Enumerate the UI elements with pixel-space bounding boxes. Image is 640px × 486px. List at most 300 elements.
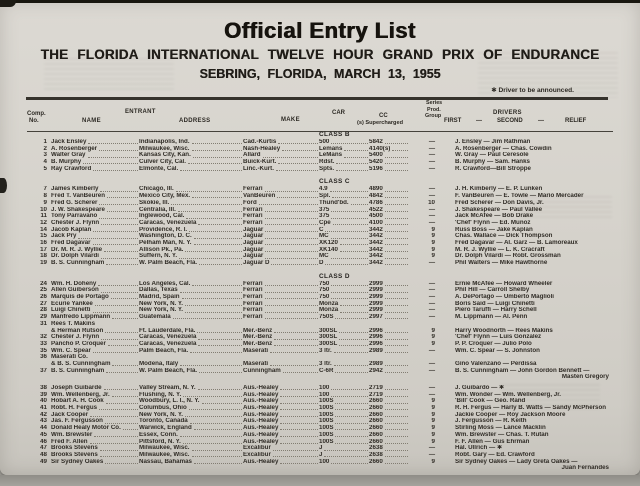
table-row (27, 398, 613, 405)
cell-group: 9 (431, 458, 435, 465)
cell-address: Chicago, Ill. (139, 186, 243, 193)
cell-address: Pittsford, N. Y. (139, 439, 243, 446)
cell-make: Jaguar (243, 247, 319, 254)
cell-car: C-6R (319, 368, 369, 375)
cell-group: 9 (431, 246, 435, 253)
table-row (27, 166, 613, 173)
cell-make: Aus.-Healey (243, 412, 319, 419)
cell-group: 9 (431, 253, 435, 260)
cell-car: 300SL (319, 328, 369, 335)
cell-drivers: Russ Boss — Jake Kaplan (455, 226, 533, 233)
cell-group: — (428, 213, 435, 220)
cell-address: Essex, Conn. (139, 432, 243, 439)
cell-address: Madrid, Spain (139, 294, 243, 301)
cell-group: 9 (431, 431, 435, 438)
cell-car: Monza (319, 307, 369, 314)
cell-make: Ferrari (243, 220, 319, 227)
cell-address: Culver City, Cal. (139, 159, 243, 166)
cell-group: — (428, 206, 435, 213)
cell-entrant: Fred F. Allen (51, 439, 139, 446)
table-row (27, 307, 613, 314)
cell-make: Cad.-Kurtis (243, 139, 319, 146)
cell-drivers: W. Gray — Paul Ceresole (455, 152, 529, 159)
cell-make: Excalibur (243, 445, 319, 452)
cell-make: Ferrari (243, 186, 319, 193)
cell-cc: 2999 (369, 294, 409, 301)
cell-comp-no: 3 (43, 152, 47, 159)
cell-drivers: Sir Sydney Oakes — Lady Greta Oakes — (455, 458, 578, 465)
cell-group: — (428, 445, 435, 452)
cell-address: Caracas, Venezuela (139, 334, 243, 341)
cell-car: XK120 (319, 240, 369, 247)
cell-cc: 2997 (369, 314, 409, 321)
cell-car: Cpe (319, 220, 369, 227)
col-comp-line2: No. (29, 118, 39, 124)
cell-cc: 4140(s) (369, 146, 409, 153)
col-comp-line1: Comp. (27, 111, 46, 117)
cell-entrant: Sir Sydney Oakes (51, 459, 139, 466)
cell-comp-no: 38 (40, 385, 47, 391)
cell-make: Nash-Healey (243, 146, 319, 153)
cell-address: New York, N. Y. (139, 412, 243, 419)
column-headers (27, 100, 613, 132)
cell-address: Modena, Italy (139, 361, 243, 368)
cell-address: Nassau, Bahamas (139, 459, 243, 466)
cell-cc: 3442 (369, 247, 409, 254)
cell-comp-no: 28 (40, 307, 47, 314)
cell-car: 100S (319, 425, 369, 432)
table-row (27, 321, 613, 328)
cell-cc: 5400 (369, 152, 409, 159)
cell-comp-no: 37 (40, 367, 47, 374)
col-dash: — (538, 118, 544, 124)
cell-car: 100S (319, 432, 369, 439)
cell-cc: 2660 (369, 418, 409, 425)
scan-edge-top (0, 0, 640, 3)
cell-address: Inglewood, Cal. (139, 213, 243, 220)
cell-car: Rdst. (319, 159, 369, 166)
col-drivers-relief: RELIEF (565, 118, 587, 124)
table-row (27, 233, 613, 240)
cell-group: — (428, 165, 435, 172)
table-row (27, 220, 613, 227)
cell-car: Spl. (319, 193, 369, 200)
cell-drivers: Gino Valenzano — Perdissa (455, 360, 537, 367)
cell-cc: 2989 (369, 361, 409, 368)
cell-cc: 2942 (369, 368, 409, 375)
cell-drivers: Fred Dagavar — Al. Garz — B. Lamoreaux (455, 239, 578, 246)
cell-entrant: Wm. Wellenberg, Jr. (51, 392, 139, 399)
table-row (27, 281, 613, 288)
cell-group: — (428, 186, 435, 193)
table-row (27, 200, 613, 207)
table-row (27, 159, 613, 166)
cell-car: 750 (319, 294, 369, 301)
cell-entrant: Robt. H. Fergus (51, 405, 139, 412)
cell-make: Aus.-Healey (243, 405, 319, 412)
cell-address: Dallas, Texas (139, 287, 243, 294)
cell-comp-no: 24 (40, 280, 47, 287)
cell-cc: 2660 (369, 439, 409, 446)
cell-car: 100S (319, 398, 369, 405)
cell-address: Providence, R. I. (139, 227, 243, 234)
cell-comp-no: 48 (40, 451, 47, 458)
cell-make: Excalibur (243, 452, 319, 459)
class-header: CLASS B (319, 131, 350, 138)
cell-cc: 2638 (369, 452, 409, 459)
cell-cc: 4842 (369, 193, 409, 200)
cell-group: 9 (431, 425, 435, 432)
cell-car: C (319, 227, 369, 234)
cell-car: 375 (319, 207, 369, 214)
cell-drivers: Dr. Dolph Vilardi — Robt. Grossman (455, 253, 561, 260)
table-row (27, 139, 613, 146)
cell-make: Aus.-Healey (243, 398, 319, 405)
cell-entrant: Jack Ensley (51, 139, 139, 146)
cell-entrant: Marquis de Portago (51, 294, 139, 301)
cell-cc: 3442 (369, 233, 409, 240)
cell-comp-no: 46 (40, 438, 47, 445)
cell-make: Maserati (243, 348, 319, 355)
cell-car: MC (319, 253, 369, 260)
cell-comp-no: 2 (43, 145, 47, 152)
cell-cc: 2996 (369, 334, 409, 341)
cell-group: — (428, 260, 435, 266)
cell-group: — (428, 307, 435, 314)
cell-entrant: Ecurie Yankee (51, 301, 139, 308)
cell-make: Ferrari (243, 301, 319, 308)
cell-entrant: Jack Pry (51, 233, 139, 240)
cell-drivers: F. VanBeuren — E. Towle — Mario Mercader (455, 193, 584, 200)
cell-car: 375 (319, 213, 369, 220)
table-row (27, 260, 613, 267)
cell-address: Los Angeles, Cal. (139, 281, 243, 288)
cell-comp-no: 31 (40, 320, 47, 327)
table-row (27, 314, 613, 321)
cell-entrant: James Kimberly (51, 186, 139, 193)
cell-address: W. Palm Beach, Fla. (139, 260, 243, 267)
cell-car: 100S (319, 418, 369, 425)
cell-comp-no: 45 (40, 431, 47, 438)
cell-entrant: Wm. Brewster (51, 432, 139, 439)
col-dash: — (476, 118, 482, 124)
cell-group: 9 (431, 334, 435, 341)
entry-table (27, 131, 613, 472)
cell-make: Jaguar (243, 253, 319, 260)
table-row (27, 465, 613, 472)
cell-make: Aus.-Healey (243, 459, 319, 466)
col-name: NAME (82, 118, 101, 124)
cell-address: Washington, D. C. (139, 233, 243, 240)
table-row (27, 348, 613, 355)
cell-make: Allard (243, 152, 319, 159)
cell-make: Aus.-Healey (243, 425, 319, 432)
cell-group: — (428, 219, 435, 226)
cell-group: — (428, 391, 435, 398)
cell-make: Ferrari (243, 307, 319, 314)
cell-car: 4.9 (319, 186, 369, 193)
cell-address: Indianapolis, Ind. (139, 139, 243, 146)
cell-cc: 2996 (369, 341, 409, 348)
table-row (27, 425, 613, 432)
cell-drivers: Juan Fernandes (561, 465, 609, 472)
cell-address: Woodbury, L. I., N. Y. (139, 398, 243, 405)
cell-address: Mexico City, Mex. (139, 193, 243, 200)
cell-address: Flushing, N. Y. (139, 392, 243, 399)
cell-drivers: B. S. Cunningham — John Gordon Bennett — (455, 367, 590, 374)
cell-entrant: J. W. Shakespeare (51, 207, 139, 214)
cell-group: — (428, 300, 435, 307)
cell-entrant: Jas. F. Fergusson (51, 418, 139, 425)
cell-drivers: Phil Hill — Carroll Shelby (455, 287, 530, 294)
cell-address: Milwaukee, Wisc. (139, 146, 243, 153)
cell-cc: 4890 (369, 186, 409, 193)
col-series-line2: Prod. (427, 106, 441, 113)
cell-group: — (428, 385, 435, 391)
cell-comp-no: 29 (40, 314, 47, 321)
cell-drivers: Wm. Wonder — Wm. Wellenberg, Jr. (455, 391, 562, 398)
cell-drivers: B. Murphy — Sam. Hanks (455, 159, 530, 166)
table-row (27, 368, 613, 375)
cell-car: 750 (319, 287, 369, 294)
cell-address: New York, N. Y. (139, 301, 243, 308)
cell-comp-no: 25 (40, 287, 47, 294)
cell-cc: 4522 (369, 207, 409, 214)
cell-group: 9 (431, 418, 435, 425)
cell-car: 300SL (319, 334, 369, 341)
cell-group: 9 (431, 233, 435, 240)
cell-comp-no: 47 (40, 445, 47, 452)
cell-drivers: Jackie Cooper — Roy Jackson Moore (455, 411, 566, 418)
cell-entrant: Brooks Stevens (51, 445, 139, 452)
cell-comp-no: 36 (40, 354, 47, 361)
cell-comp-no: 49 (40, 458, 47, 465)
cell-make: Linc.-Kurt. (243, 166, 319, 173)
cell-make: Maserati (243, 361, 319, 368)
table-row (27, 287, 613, 294)
cell-make: Mer.-Benz (243, 328, 319, 335)
cell-comp-no: 15 (40, 233, 47, 240)
cell-comp-no: 7 (43, 186, 47, 193)
cell-cc: 2660 (369, 459, 409, 466)
cell-address: Skokie, Ill. (139, 200, 243, 207)
cell-comp-no: 16 (40, 239, 47, 246)
cell-car: 750 (319, 281, 369, 288)
cell-drivers: Wm. C. Spear — S. Johnston (455, 347, 540, 354)
cell-comp-no: 42 (40, 411, 47, 418)
cell-drivers: A. Rosenberger — Chas. Cowdin (455, 145, 552, 152)
cell-group: — (428, 451, 435, 458)
event-name: THE FLORIDA INTERNATIONAL TWELVE HOUR GRAND PRIX OF ENDURANCE (40, 47, 600, 62)
cell-cc: 5196 (369, 166, 409, 173)
cell-drivers: M. R. J. Wyllie — L. K. Cracraft (455, 246, 545, 253)
cell-comp-no: 27 (40, 300, 47, 307)
table-row (27, 445, 613, 452)
table-row (27, 328, 613, 335)
cell-make: Ferrari (243, 294, 319, 301)
table-row (27, 392, 613, 399)
table-row (27, 207, 613, 214)
cell-entrant: B. S. Cunningham (51, 368, 139, 375)
cell-entrant: Ray Crawford (51, 166, 139, 173)
col-car: CAR (332, 110, 345, 116)
cell-make: Ferrari (243, 314, 319, 321)
cell-drivers: Phil Walters — Mike Hawthorne (455, 260, 548, 266)
cell-entrant: Jacob Kaplan (51, 227, 139, 234)
cell-group: 9 (431, 239, 435, 246)
cell-entrant: & B. S. Cunningham (51, 361, 139, 368)
cell-entrant: Walter Gray (51, 152, 139, 159)
cell-drivers: 'Chef' Flynn — Luis Gonzalez (455, 334, 542, 341)
cell-drivers: J. Guibardo — ✱ (455, 385, 505, 391)
driver-tba-footnote: ✱ Driver to be announced. (491, 87, 574, 94)
cell-drivers: P. P. Croquer — Julio Polo (455, 340, 532, 347)
cell-make: Ferrari (243, 281, 319, 288)
cell-car: 300SL (319, 341, 369, 348)
cell-address: Caracas, Venezuela (139, 220, 243, 227)
col-drivers: DRIVERS (493, 110, 522, 116)
cell-car: 100S (319, 439, 369, 446)
cell-car: 100S (319, 412, 369, 419)
table-row (27, 240, 613, 247)
cell-comp-no: 44 (40, 425, 47, 432)
cell-entrant: Hobart A. H. Cook (51, 398, 139, 405)
cell-make: Aus.-Healey (243, 439, 319, 446)
cell-car: 3 ltr. (319, 348, 369, 355)
cell-comp-no: 26 (40, 294, 47, 301)
table-row (27, 405, 613, 412)
table-row (27, 186, 613, 193)
cell-drivers: Robt. Gary — Ed. Crawford (455, 451, 535, 458)
cell-make: Aus.-Healey (243, 418, 319, 425)
table-row (27, 213, 613, 220)
table-row (27, 341, 613, 348)
cell-car: LeMans (319, 152, 369, 159)
cell-drivers: 'Chef' Flynn — Ed. Munoz (455, 219, 531, 226)
class-header: CLASS D (319, 272, 350, 280)
cell-make: VanBeuren (243, 193, 319, 200)
cell-entrant: Joseph Guibarde (51, 385, 139, 392)
cell-drivers: Jack McAfee — Bob Drake (455, 213, 534, 220)
col-drivers-first: FIRST (444, 118, 462, 124)
cell-car: Thund'bd. (319, 200, 369, 207)
col-address: ADDRESS (179, 118, 211, 124)
cell-car: 100S (319, 405, 369, 412)
cell-make: Aus.-Healey (243, 385, 319, 392)
cell-comp-no: 11 (40, 213, 47, 220)
cell-make: Buick-Kurt. (243, 159, 319, 166)
cell-drivers: F. F. Allen — Gus Ehrman (455, 438, 530, 445)
cell-group: — (428, 294, 435, 301)
cell-group: — (428, 145, 435, 152)
cell-comp-no: 17 (40, 246, 47, 253)
table-row (27, 301, 613, 308)
cell-entrant: Dr. Dolph Vilardi (51, 253, 139, 260)
cell-group: 9 (431, 411, 435, 418)
cell-group: — (428, 347, 435, 354)
cell-entrant: Fred Dagavar (51, 240, 139, 247)
cell-entrant: Fred T. VanBeuren (51, 193, 139, 200)
cell-address: W. Palm Beach, Fla. (139, 368, 243, 375)
cell-cc: 4100 (369, 220, 409, 227)
cell-group: 9 (431, 398, 435, 405)
cell-car: Lemans (319, 146, 369, 153)
cell-make: Ferrari (243, 207, 319, 214)
col-drivers-second: SECOND (497, 118, 523, 124)
cell-comp-no: 14 (40, 226, 47, 233)
cell-comp-no: 33 (40, 340, 47, 347)
cell-car: D (319, 260, 369, 267)
cell-drivers: Boris Said — Luigi Chinetti (455, 300, 535, 307)
col-entrant: ENTRANT (125, 109, 156, 115)
cell-make: Jaguar (243, 233, 319, 240)
cell-address: Guatemala (139, 314, 243, 321)
cell-address: Allison Pk., Pa. (139, 247, 243, 254)
cell-entrant: B. Murphy (51, 159, 139, 166)
cell-address: New York, N. Y. (139, 307, 243, 314)
cell-entrant: Dr. M. R. J. Wyllie (51, 247, 139, 254)
table-row (27, 374, 613, 381)
cell-drivers: J. H. Kimberly — E. P. Lunken (455, 186, 543, 193)
cell-drivers: M. Lippmann — Al. Penn (455, 314, 528, 321)
table-row (27, 361, 613, 368)
cell-cc: 2999 (369, 281, 409, 288)
cell-drivers: R. H. Fergus — Harly B. Watts — Sandy McPherson (455, 405, 607, 412)
table-row (27, 227, 613, 234)
cell-drivers: J. Shakespeare — Paul Vallee (455, 206, 543, 213)
cell-drivers: Ernie McAfee — Howard Wheeler (455, 280, 553, 287)
cell-car: 3 ltr. (319, 361, 369, 368)
cell-address: Milwaukee, Wisc. (139, 445, 243, 452)
cell-cc: 5420 (369, 159, 409, 166)
cell-cc: 3442 (369, 227, 409, 234)
cell-car: Monza (319, 301, 369, 308)
cell-entrant: B. S. Cunningham (51, 260, 139, 267)
table-row (27, 334, 613, 341)
cell-address: Milwaukee, Wisc. (139, 452, 243, 459)
cell-cc: 4786 (369, 200, 409, 207)
cell-drivers: Chas. Wallace — Dick Thompson (455, 233, 553, 240)
cell-entrant: Fred G. Scherer (51, 200, 139, 207)
cell-group: 10 (428, 199, 435, 206)
cell-cc: 2660 (369, 398, 409, 405)
cell-cc: 2999 (369, 307, 409, 314)
cell-entrant: Tony Parravano (51, 213, 139, 220)
class-header: CLASS C (319, 178, 350, 186)
cell-group: — (428, 367, 435, 374)
cell-make: Cunningham (243, 368, 319, 375)
cell-comp-no: 12 (40, 219, 47, 226)
cell-cc: 2719 (369, 385, 409, 392)
cell-group: — (428, 139, 435, 145)
cell-address: Ft. Lauderdale, Fla. (139, 328, 243, 335)
table-row (27, 412, 613, 419)
cell-comp-no: 4 (43, 159, 47, 166)
cell-comp-no: 5 (43, 165, 47, 172)
table-row (27, 459, 613, 466)
cell-cc: 5842 (369, 139, 409, 146)
cell-address: Warwick, England (139, 425, 243, 432)
cell-make: Ferrari (243, 213, 319, 220)
cell-make: Jaguar (243, 240, 319, 247)
cell-drivers: J. Ensley — Jim Rathman (455, 139, 531, 145)
cell-cc: 3442 (369, 260, 409, 267)
cell-comp-no: 10 (40, 206, 47, 213)
cell-entrant: Brooks Stevens (51, 452, 139, 459)
cell-group: 9 (431, 327, 435, 334)
cell-car: MC (319, 233, 369, 240)
cell-car: 100 (319, 392, 369, 399)
